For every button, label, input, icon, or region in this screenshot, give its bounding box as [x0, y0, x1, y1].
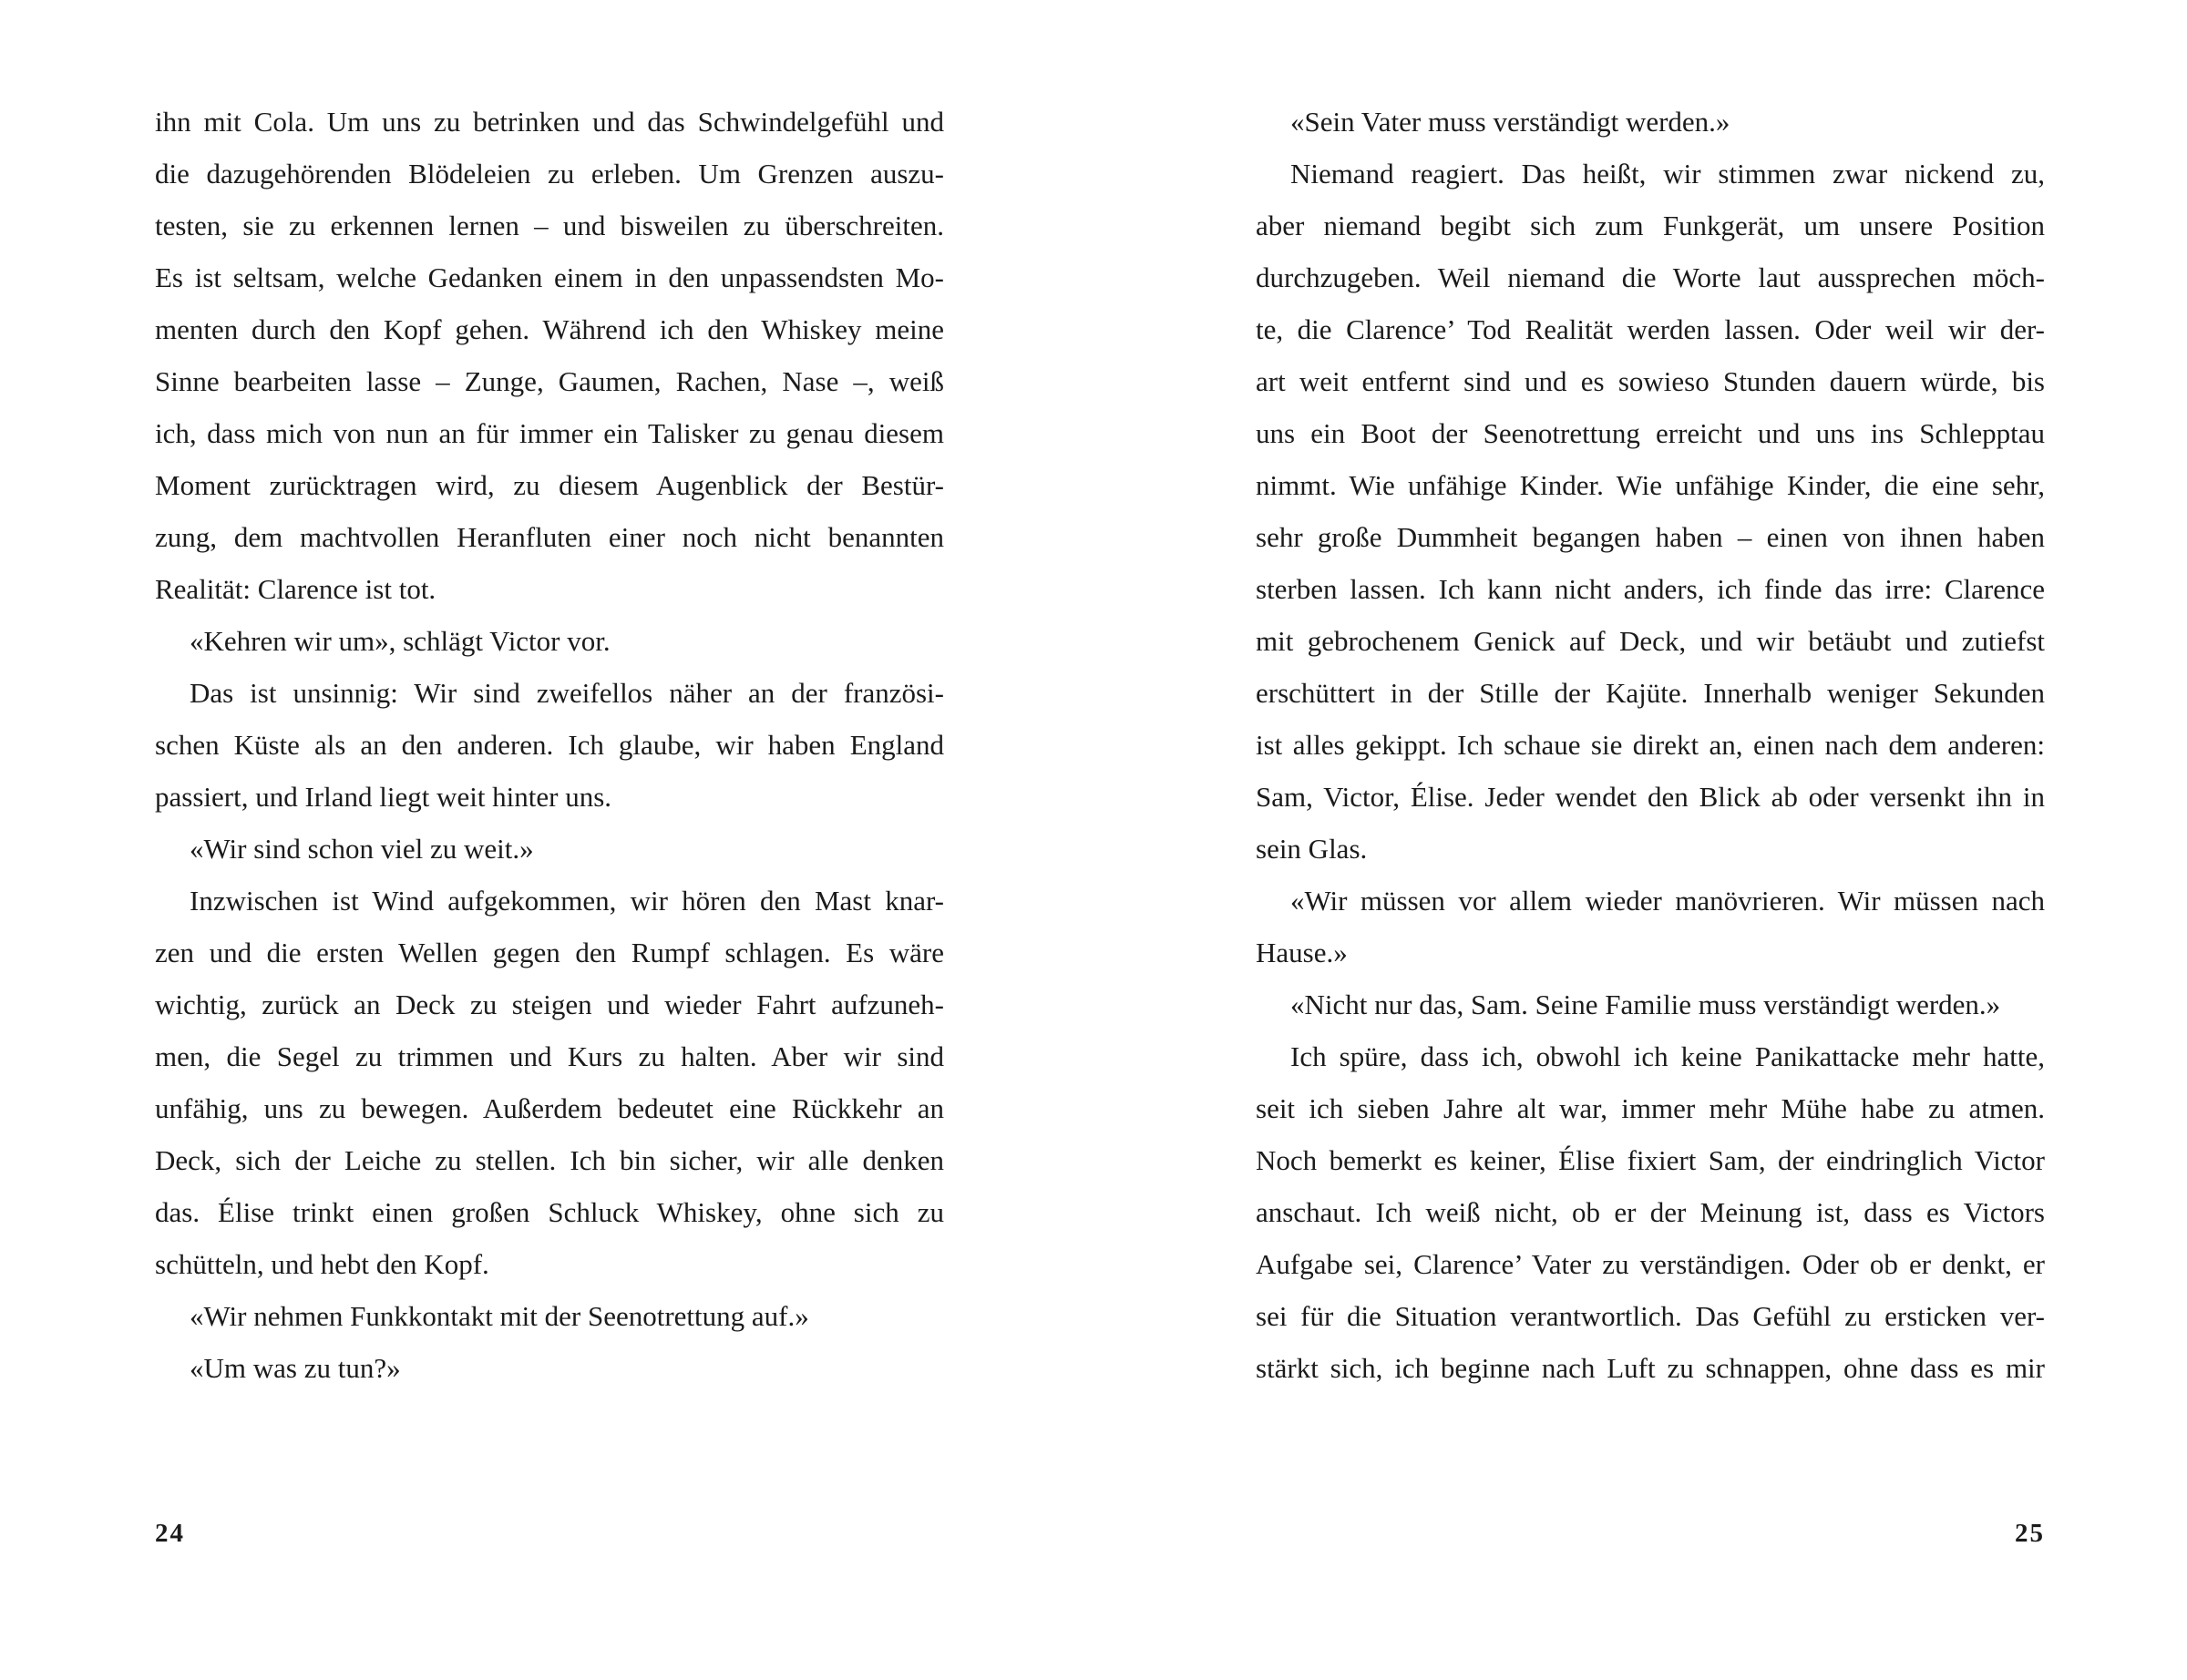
text-line: zung, dem machtvollen Heranfluten einer noch nicht benannten [155, 521, 944, 553]
text-line: Realität: Clarence ist tot. [155, 573, 436, 605]
text-line: menten durch den Kopf gehen. Während ich den Whiskey meine [155, 313, 944, 345]
text-line: die dazugehörenden Blödeleien zu erleben. Um Grenzen auszu- [155, 158, 944, 190]
text-line: schütteln, und hebt den Kopf. [155, 1248, 489, 1280]
text-line: aber niemand begibt sich zum Funkgerät, um unsere Position [1256, 210, 2045, 241]
text-line: Deck, sich der Leiche zu stellen. Ich bin sicher, wir alle denken [155, 1144, 944, 1176]
text-line: «Wir sind schon viel zu weit.» [190, 833, 534, 865]
text-line: zen und die ersten Wellen gegen den Rumpf schlagen. Es wäre [155, 937, 944, 968]
page-text [1256, 96, 2045, 1394]
text-line: Ich spüre, dass ich, obwohl ich keine Panikattacke mehr hatte, [1290, 1040, 2045, 1072]
text-line: ist alles gekippt. Ich schaue sie direkt an, einen nach dem anderen: [1256, 729, 2045, 761]
text-line: Sam, Victor, Élise. Jeder wendet den Blick ab oder versenkt ihn in [1256, 781, 2045, 813]
text-line: «Wir nehmen Funkkontakt mit der Seenotrettung auf.» [190, 1300, 809, 1332]
text-line: seit ich sieben Jahre alt war, immer mehr Mühe habe zu atmen. [1256, 1092, 2045, 1124]
text-line: passiert, und Irland liegt weit hinter uns. [155, 781, 612, 813]
text-line: uns ein Boot der Seenotrettung erreicht und uns ins Schlepptau [1256, 417, 2045, 449]
text-line: das. Élise trinkt einen großen Schluck Whiskey, ohne sich zu [155, 1196, 944, 1228]
text-line: sei für die Situation verantwortlich. Das Gefühl zu ersticken ver- [1256, 1300, 2045, 1332]
text-line: stärkt sich, ich beginne nach Luft zu schnappen, ohne dass es mir [1256, 1352, 2045, 1384]
text-line: men, die Segel zu trimmen und Kurs zu halten. Aber wir sind [155, 1040, 944, 1072]
text-line: «Wir müssen vor allem wieder manövrieren. Wir müssen nach [1290, 885, 2045, 917]
text-line: Das ist unsinnig: Wir sind zweifellos näher an der französi- [190, 677, 944, 709]
text-line: te, die Clarence’ Tod Realität werden lassen. Oder weil wir der- [1256, 313, 2045, 345]
text-line: Hause.» [1256, 937, 1348, 968]
text-line: Inzwischen ist Wind aufgekommen, wir hören den Mast knar- [190, 885, 944, 917]
page-number: 25 [2015, 1519, 2045, 1548]
text-line: «Um was zu tun?» [190, 1352, 401, 1384]
text-line: anschaut. Ich weiß nicht, ob er der Meinung ist, dass es Victors [1256, 1196, 2045, 1228]
text-line: sehr große Dummheit begangen haben – einen von ihnen haben [1256, 521, 2045, 553]
text-line: «Kehren wir um», schlägt Victor vor. [190, 625, 611, 657]
text-line: durchzugeben. Weil niemand die Worte laut aussprechen möch- [1256, 261, 2045, 293]
text-line: wichtig, zurück an Deck zu steigen und wieder Fahrt aufzuneh- [155, 989, 944, 1020]
text-line: nimmt. Wie unfähige Kinder. Wie unfähige Kinder, die eine sehr, [1256, 469, 2045, 501]
text-line: «Nicht nur das, Sam. Seine Familie muss verständigt werden.» [1290, 989, 2001, 1020]
text-line: Noch bemerkt es keiner, Élise fixiert Sam, der eindringlich Victor [1256, 1144, 2045, 1176]
text-line: Sinne bearbeiten lasse – Zunge, Gaumen, Rachen, Nase –, weiß [155, 365, 944, 397]
text-line: mit gebrochenem Genick auf Deck, und wir betäubt und zutiefst [1256, 625, 2045, 657]
text-line: testen, sie zu erkennen lernen – und bisweilen zu überschreiten. [155, 210, 944, 241]
text-line: unfähig, uns zu bewegen. Außerdem bedeutet eine Rückkehr an [155, 1092, 944, 1124]
text-line: Moment zurücktragen wird, zu diesem Augenblick der Bestür- [155, 469, 944, 501]
page-text [155, 96, 944, 1394]
text-line: Es ist seltsam, welche Gedanken einem in den unpassendsten Mo- [155, 261, 944, 293]
text-line: sein Glas. [1256, 833, 1368, 865]
text-line: art weit entfernt sind und es sowieso Stunden dauern würde, bis [1256, 365, 2045, 397]
text-line: schen Küste als an den anderen. Ich glaube, wir haben England [155, 729, 944, 761]
text-line: «Sein Vater muss verständigt werden.» [1290, 106, 1730, 138]
text-line: Niemand reagiert. Das heißt, wir stimmen zwar nickend zu, [1290, 158, 2045, 190]
text-line: ich, dass mich von nun an für immer ein Talisker zu genau diesem [155, 417, 944, 449]
text-line: Aufgabe sei, Clarence’ Vater zu verständigen. Oder ob er denkt, er [1256, 1248, 2045, 1280]
page-number: 24 [155, 1519, 185, 1548]
text-line: erschüttert in der Stille der Kajüte. Innerhalb weniger Sekunden [1256, 677, 2045, 709]
text-line: sterben lassen. Ich kann nicht anders, ich finde das irre: Clarence [1256, 573, 2045, 605]
text-line: ihn mit Cola. Um uns zu betrinken und das Schwindelgefühl und [155, 106, 944, 138]
